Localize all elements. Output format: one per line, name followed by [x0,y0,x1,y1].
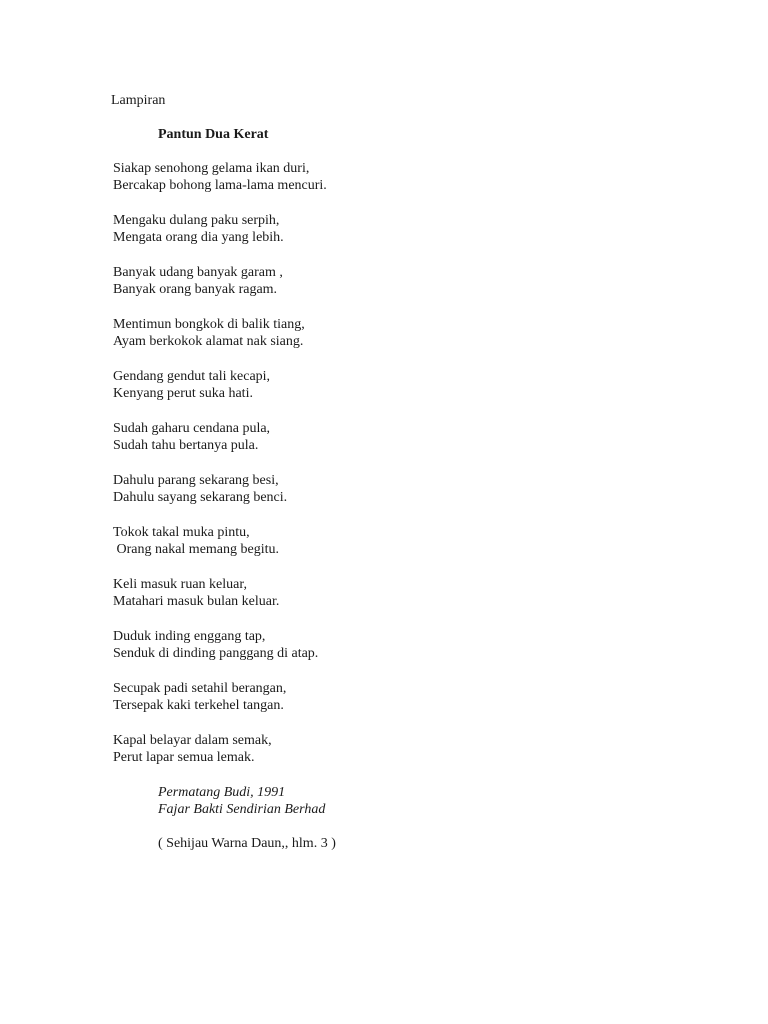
stanza [113,732,327,766]
stanza-line: Kenyang perut suka hati. [113,386,253,401]
stanza-line: Perut lapar semua lemak. [113,750,255,765]
stanza-line: Senduk di dinding panggang di atap. [113,646,319,661]
stanza-line: Secupak padi setahil berangan, [113,681,287,696]
stanza-line: Matahari masuk bulan keluar. [113,594,280,609]
stanza-line: Bercakap bohong lama-lama mencuri. [113,178,327,193]
stanza [113,472,327,506]
stanza-line: Mengaku dulang paku serpih, [113,213,280,228]
stanza-line: Duduk inding enggang tap, [113,629,266,644]
stanza-line: Sudah gaharu cendana pula, [113,421,271,436]
stanza [113,264,327,298]
stanza [113,316,327,350]
stanza-line: Tokok takal muka pintu, [113,525,250,540]
stanza-line: Tersepak kaki terkehel tangan. [113,698,284,713]
page-citation: ( Sehijau Warna Daun,, hlm. 3 ) [158,836,336,851]
source-book: Permatang Budi, 1991 [158,785,286,800]
stanza [113,212,327,246]
stanza-line: Mengata orang dia yang lebih. [113,230,284,245]
stanza [113,524,327,558]
stanza [113,628,327,662]
stanza-list [113,160,327,784]
stanza-line: Dahulu sayang sekarang benci. [113,490,288,505]
stanza-line: Kapal belayar dalam semak, [113,733,272,748]
stanza-line: Sudah tahu bertanya pula. [113,438,259,453]
source-publisher: Fajar Bakti Sendirian Berhad [158,802,326,817]
stanza [113,420,327,454]
stanza-line: Banyak udang banyak garam , [113,265,283,280]
stanza-line: Dahulu parang sekarang besi, [113,473,279,488]
poem-title: Pantun Dua Kerat [158,127,269,142]
stanza-line: Gendang gendut tali kecapi, [113,369,271,384]
source-reference [158,784,325,818]
stanza-line: Ayam berkokok alamat nak siang. [113,334,304,349]
stanza [113,160,327,194]
stanza [113,576,327,610]
page-heading: Lampiran [111,93,166,108]
stanza-line: Mentimun bongkok di balik tiang, [113,317,305,332]
stanza [113,368,327,402]
stanza-line: Siakap senohong gelama ikan duri, [113,161,310,176]
stanza-line: Keli masuk ruan keluar, [113,577,247,592]
stanza-line: Banyak orang banyak ragam. [113,282,278,297]
stanza-line: Orang nakal memang begitu. [113,542,280,557]
stanza [113,680,327,714]
